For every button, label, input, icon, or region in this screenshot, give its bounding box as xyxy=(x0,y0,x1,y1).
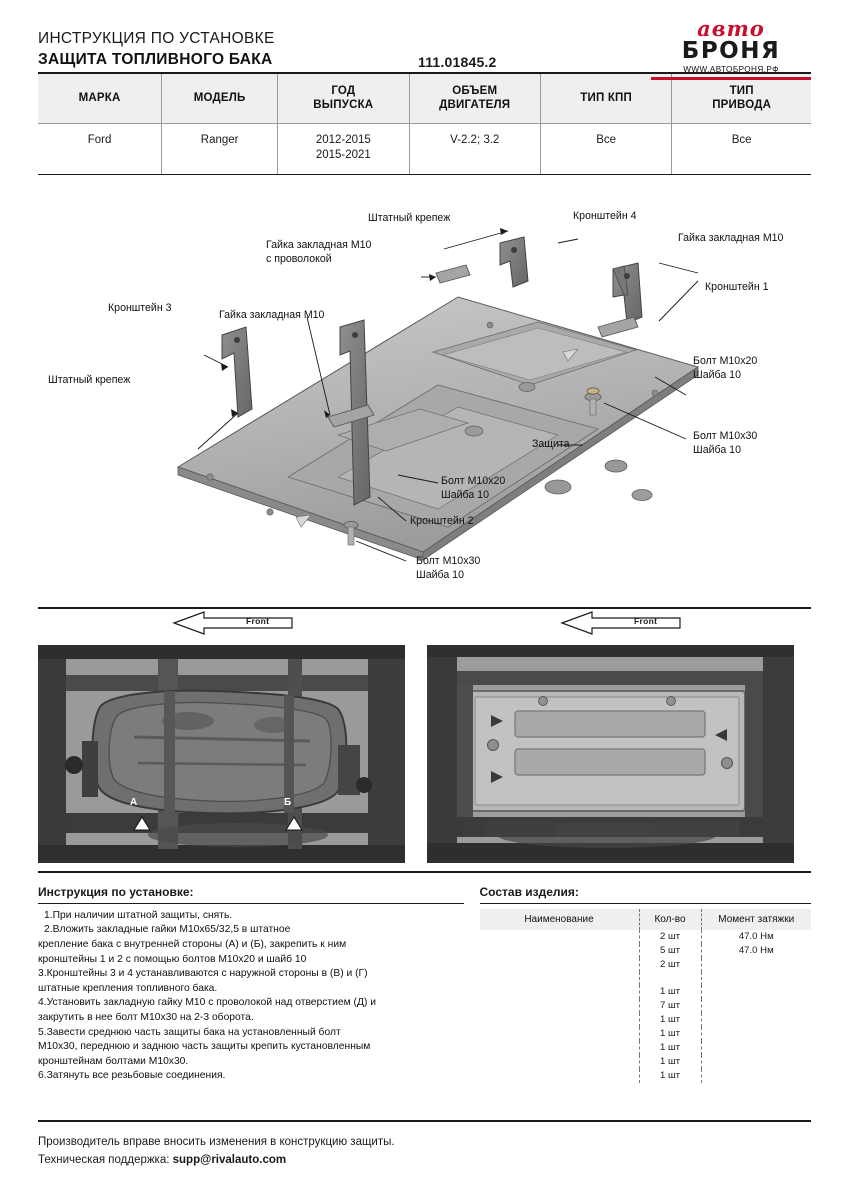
logo-red-bar xyxy=(651,77,811,80)
table-row xyxy=(480,999,812,1013)
footer-disclaimer: Производитель вправе вносить изменения в конструкцию защиты. xyxy=(38,1136,395,1149)
parts-header-qty: Кол-во xyxy=(639,909,701,930)
bottom-section xyxy=(38,885,811,1084)
instruction-line: 5.Завести среднюю часть защиты бака на установленный болт xyxy=(38,1026,341,1038)
weld-nut-right-part xyxy=(598,317,638,337)
part-name xyxy=(480,1027,640,1041)
parts-table-header-row xyxy=(480,909,812,930)
table-row xyxy=(480,1055,812,1069)
table-row xyxy=(480,930,812,944)
diagram-bottom-divider xyxy=(38,607,811,609)
table-row xyxy=(480,1027,812,1041)
label-bracket-2: Кронштейн 2 xyxy=(410,514,474,527)
label-bracket-1: Кронштейн 1 xyxy=(705,280,769,293)
bracket-3-part xyxy=(222,327,252,417)
page-title-line1: ИНСТРУКЦИЯ ПО УСТАНОВКЕ xyxy=(38,30,275,47)
front-arrow-left xyxy=(168,611,298,640)
brand-logo xyxy=(651,18,811,80)
part-name xyxy=(480,972,640,985)
parts-underline xyxy=(480,903,812,904)
table-row xyxy=(480,958,812,972)
label-nut-m10-right: Гайка закладная М10 xyxy=(678,231,784,244)
spec-header-engine-l1: ОБЪЕМ xyxy=(452,85,498,97)
photos-bottom-divider xyxy=(38,871,811,873)
table-row xyxy=(480,972,812,985)
instruction-line: закрутить в нее болт М10х30 на 2-3 оборота. xyxy=(38,1012,254,1024)
part-qty: 1 шт xyxy=(639,985,701,999)
parts-table xyxy=(480,909,812,1083)
spec-header-year-l2: ВЫПУСКА xyxy=(313,99,374,112)
label-bolt-m10x20-center-l2: Шайба 10 xyxy=(441,488,489,501)
instruction-line: 4.Установить закладную гайку М10 с проволокой над отверстием (Д) и xyxy=(38,997,376,1009)
label-nut-m10-wire-l1: Гайка закладная М10 xyxy=(266,238,372,251)
article-number: 111.01845.2 xyxy=(418,54,497,70)
part-name xyxy=(480,1013,640,1027)
page-header xyxy=(38,0,811,75)
instruction-line: 3.Кронштейны 3 и 4 устанавливаются с наружной стороны в (В) и (Г) xyxy=(38,968,368,980)
table-row xyxy=(480,1069,812,1083)
instruction-line: кронштейнам болтами М10х30. xyxy=(38,1055,189,1067)
footer-divider xyxy=(38,1120,811,1122)
exploded-diagram xyxy=(38,177,811,607)
part-torque xyxy=(701,985,811,999)
spec-value-year-l1: 2012-2015 xyxy=(315,133,371,146)
part-name xyxy=(480,1041,640,1055)
spec-header-gearbox: ТИП КПП xyxy=(540,74,671,123)
instruction-line: крепление бака с внутренней стороны (А) и (Б), закрепить к ним xyxy=(38,939,347,950)
spec-table-bottom-divider xyxy=(38,174,811,175)
spec-value-brand: Ford xyxy=(38,123,162,174)
instructions-underline xyxy=(38,903,464,904)
part-name xyxy=(480,1055,640,1069)
part-torque xyxy=(701,1069,811,1083)
part-qty: 1 шт xyxy=(639,1055,701,1069)
page-title-line2: ЗАЩИТА ТОПЛИВНОГО БАКА xyxy=(38,51,273,68)
label-bolt-m10x20-center-l1: Болт М10х20 xyxy=(441,474,506,487)
spec-header-drive-l1: ТИП xyxy=(729,85,754,97)
parts-title: Состав изделия: xyxy=(479,884,579,899)
photo-marker-a: А xyxy=(130,796,138,808)
part-torque xyxy=(701,972,811,985)
part-qty xyxy=(639,972,701,985)
part-torque xyxy=(701,999,811,1013)
label-standard-fastener-top: Штатный крепеж xyxy=(368,211,451,224)
spec-header-drive-l2: ПРИВОДА xyxy=(712,99,772,112)
instruction-line: 1.При наличии штатной защиты, снять. xyxy=(44,909,233,921)
part-name xyxy=(480,958,640,972)
page-footer xyxy=(38,1134,811,1170)
photo-after-install xyxy=(427,645,794,863)
part-qty: 1 шт xyxy=(639,1013,701,1027)
label-bolt-m10x20-right-l1: Болт М10х20 xyxy=(693,354,758,367)
front-label-left: Front xyxy=(246,615,270,626)
vehicle-spec-table xyxy=(38,74,811,174)
part-torque xyxy=(701,1013,811,1027)
spec-header-year xyxy=(278,74,409,123)
spec-header-brand: МАРКА xyxy=(38,74,162,123)
part-name xyxy=(480,930,640,944)
spec-header-engine-l2: ДВИГАТЕЛЯ xyxy=(439,99,511,112)
part-torque xyxy=(701,958,811,972)
spec-table-header-row xyxy=(38,74,811,123)
photo-before-install xyxy=(38,645,405,863)
label-nut-m10-left: Гайка закладная М10 xyxy=(219,308,325,321)
footer-support xyxy=(38,1152,811,1170)
bracket-1-part xyxy=(613,263,642,323)
support-email-link[interactable]: supp@rivalauto.com xyxy=(172,1154,287,1167)
table-row xyxy=(480,1013,812,1027)
instructions-column xyxy=(38,885,464,1084)
part-qty: 7 шт xyxy=(639,999,701,1013)
instructions-title: Инструкция по установке: xyxy=(38,884,194,899)
part-qty: 1 шт xyxy=(639,1041,701,1055)
table-row xyxy=(480,985,812,999)
instruction-line: кронштейны 1 и 2 с помощью болтов М10х20 и шайб 10 xyxy=(38,953,307,965)
front-label-right: Front xyxy=(634,615,658,626)
logo-word-bronya: БРОНЯ xyxy=(681,38,781,64)
instructions-list xyxy=(38,909,464,1084)
part-name xyxy=(480,944,640,958)
table-row xyxy=(480,1041,812,1055)
label-standard-fastener-left: Штатный крепеж xyxy=(48,373,131,386)
part-name xyxy=(480,985,640,999)
part-qty: 2 шт xyxy=(639,930,701,944)
part-name xyxy=(480,999,640,1013)
label-bolt-m10x30-bottom-l1: Болт М10х30 xyxy=(416,554,481,567)
spec-header-engine xyxy=(409,74,540,123)
spec-header-drive xyxy=(672,74,811,123)
photo-row xyxy=(38,645,811,863)
part-torque xyxy=(701,1041,811,1055)
part-qty: 5 шт xyxy=(639,944,701,958)
spec-table-row xyxy=(38,123,811,174)
spec-value-engine: V-2.2; 3.2 xyxy=(409,123,540,174)
spec-value-gearbox: Все xyxy=(540,123,671,174)
label-shield: Защита xyxy=(532,437,570,450)
front-direction-row xyxy=(38,611,811,641)
spec-value-year xyxy=(278,123,409,174)
bracket-4-part xyxy=(500,237,528,287)
parts-header-name: Наименование xyxy=(480,909,640,930)
part-qty: 1 шт xyxy=(639,1027,701,1041)
part-torque xyxy=(701,1055,811,1069)
spec-header-year-l1: ГОД xyxy=(331,85,356,97)
label-bolt-m10x30-right-l2: Шайба 10 xyxy=(693,443,741,456)
part-torque: 47.0 Нм xyxy=(738,945,774,957)
table-row xyxy=(480,944,812,958)
label-bolt-m10x30-bottom-l2: Шайба 10 xyxy=(416,568,464,581)
instruction-line: М10х30, переднюю и заднюю часть защиты крепить кустановленным xyxy=(38,1041,371,1053)
part-torque xyxy=(701,1027,811,1041)
front-arrow-right xyxy=(556,611,686,640)
footer-support-label: Техническая поддержка: xyxy=(38,1154,173,1167)
part-name xyxy=(480,1069,640,1083)
part-torque: 47.0 Нм xyxy=(738,931,774,943)
label-bolt-m10x30-right-l1: Болт М10х30 xyxy=(693,429,758,442)
label-bracket-3: Кронштейн 3 xyxy=(108,301,172,314)
logo-word-avto: авто xyxy=(697,16,765,41)
spec-value-model: Ranger xyxy=(162,123,278,174)
label-bolt-m10x20-right-l2: Шайба 10 xyxy=(693,368,741,381)
instruction-line: 2.Вложить закладные гайки М10х65/32,5 в штатное xyxy=(44,924,291,936)
instruction-line: 6.Затянуть все резьбовые соединения. xyxy=(38,1070,226,1082)
spec-value-year-l2: 2015-2021 xyxy=(315,149,371,162)
part-qty: 2 шт xyxy=(639,958,701,972)
photo-marker-b: Б xyxy=(284,796,292,808)
part-qty: 1 шт xyxy=(639,1069,701,1083)
logo-site-url: WWW.АВТОБРОНЯ.РФ xyxy=(683,65,779,75)
weld-nut-wire-part xyxy=(436,265,470,283)
spec-header-model: МОДЕЛЬ xyxy=(162,74,278,123)
title-block xyxy=(38,30,275,69)
parts-column xyxy=(480,885,812,1084)
label-bracket-4: Кронштейн 4 xyxy=(573,209,637,222)
spec-value-drive: Все xyxy=(731,133,752,146)
instruction-line: штатные крепления топливного бака. xyxy=(38,982,218,994)
label-nut-m10-wire-l2: с проволокой xyxy=(266,252,332,265)
parts-header-torque: Момент затяжки xyxy=(701,909,811,930)
